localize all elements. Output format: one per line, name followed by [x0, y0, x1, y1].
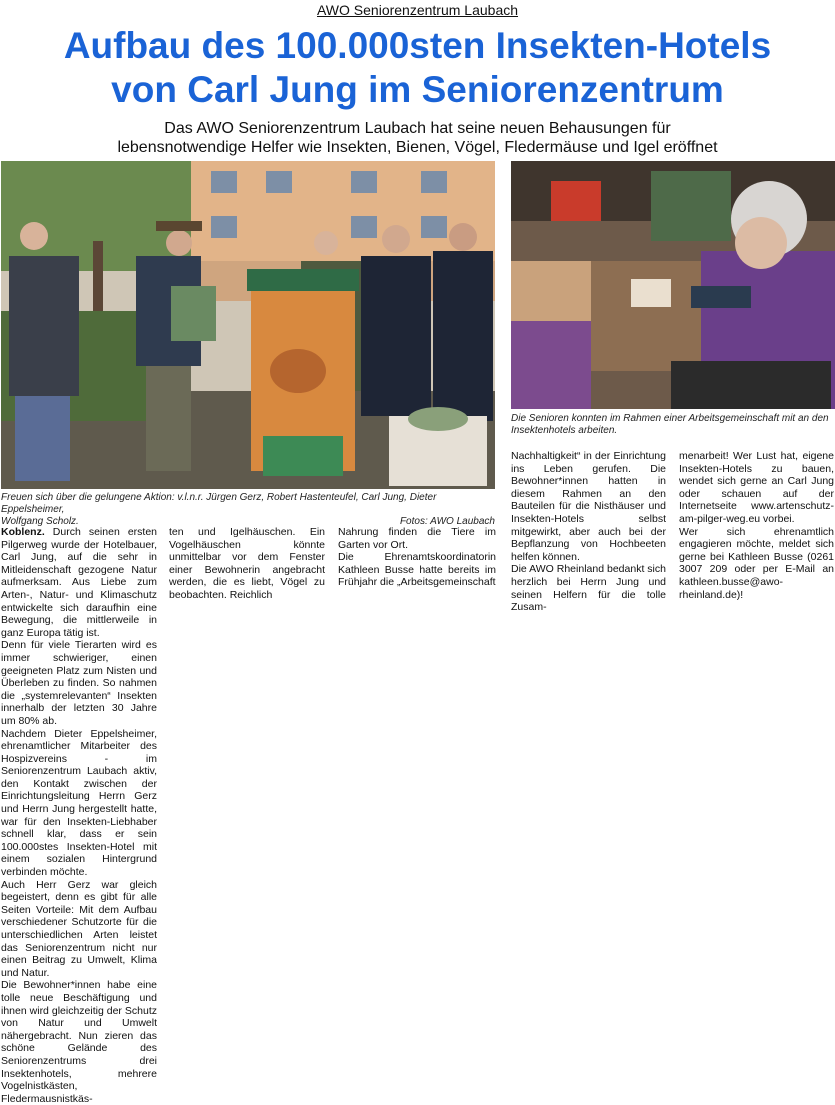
subheadline-line-2: lebensnotwendige Helfer wie Insekten, Bienen, Vögel, Fledermäuse und Igel eröffnet — [117, 139, 718, 156]
headline-line-2: von Carl Jung im Seniorenzentrum — [111, 69, 724, 110]
article-paragraph: Auch Herr Gerz war gleich begeistert, denn es gibt für alle Seiten Vorteile: Mit dem Aufbau verschiedener Schutzorte für die unterschiedlichen Arten leistet das Seniorenzentrum nicht nur einen Beitrag zu Umwelt, Klima und Natur. — [1, 878, 157, 979]
article-paragraph: Nahrung finden die Tiere im Garten vor Ort. — [338, 526, 496, 551]
article-paragraph: Die AWO Rheinland bedankt sich herzlich bei Herrn Jung und seinen Helfern für die tolle Zusam- — [511, 563, 666, 614]
group-photo-caption-line-1: Freuen sich über die gelungene Aktion: v.l.n.r. Jürgen Gerz, Robert Hastenteufel, Carl Jung, Dieter Eppelsheimer, — [1, 492, 437, 515]
article-paragraph: Wer sich ehrenamtlich engagieren möchte, meldet sich gerne bei Kathleen Busse (0261 3007 209 oder per E-Mail an kathleen.busse@awo-rheinland.de)! — [679, 525, 834, 601]
workshop-photo-caption-line-1: Die Senioren konnten im Rahmen einer Arbeitsgemeinschaft mit an den — [511, 413, 829, 424]
article-paragraph: Nachhaltigkeit“ in der Einrichtung ins Leben gerufen. Die Bewohner*innen hatten in diesem Rahmen an den Bauteilen für die Nisthäuser und Insekten-Hotels selbst mitgewirkt, aber auch bei der Bepflanzung von Hochbeeten helfen können. — [511, 450, 666, 563]
article-paragraph: Die Ehrenamtskoordinatorin Kathleen Busse hatte bereits im Frühjahr die „Arbeitsgemeinschaft — [338, 551, 496, 589]
article-paragraph: menarbeit! Wer Lust hat, eigene Insekten-Hotels zu bauen, wendet sich gerne an Carl Jung oder schauen auf der Internetseite www.artenschutz-am-pilger-weg.eu vorbei. — [679, 450, 834, 525]
photo-credit: Fotos: AWO Laubach — [399, 516, 495, 527]
article-column-4 — [511, 450, 666, 614]
group-photo-caption-line-2: Wolfgang Scholz. — [1, 516, 79, 527]
workshop-photo-caption-line-2: Insektenhotels arbeiten. — [511, 425, 618, 436]
workshop-photo — [511, 161, 835, 409]
article-paragraph — [1, 526, 157, 639]
subheadline — [40, 119, 795, 157]
subheadline-line-1: Das AWO Seniorenzentrum Laubach hat seine neuen Behausungen für — [164, 120, 671, 137]
dateline: Koblenz. — [1, 526, 45, 538]
article-paragraph: Denn für viele Tierarten wird es immer schwieriger, einen geeigneten Platz zum Nisten und Überleben zu finden. So nahmen die „systemrelevanten“ Insekten innerhalb der letzten 30 Jahre um 80% ab. — [1, 639, 157, 727]
group-photo-caption — [1, 492, 495, 528]
headline-line-1: Aufbau des 100.000sten Insekten-Hotels — [63, 25, 772, 66]
article-column-1 — [1, 526, 157, 1105]
article-paragraph: Die Bewohner*innen habe eine tolle neue Beschäftigung und ihnen wird gleichzeitig der Schutz von Natur und Umwelt nähergebracht. Nun zieren das schöne Gelände des Seniorenzentrums drei Insektenhotels, mehrere Vogelnistkästen, Fledermausnistkäs- — [1, 979, 157, 1105]
article-column-3 — [338, 526, 496, 589]
headline — [0, 24, 835, 112]
article-text: Durch seinen ersten Pilgerweg wurde der Hotelbauer, Carl Jung, auf die sehr in Mitleidenschaft gezogene Natur aufmerksam. Aus Liebe zum Arten-, Natur- und Klimaschutz entwickelte sich daraufhin eine Bewegung, die mittlerweile in ganz Europa tätig ist. — [1, 526, 158, 639]
article-paragraph: Nachdem Dieter Eppelsheimer, ehrenamtlicher Mitarbeiter des Hospizvereins - im Seniorenzentrum Laubach aktiv, den Kontakt zwischen der Einrichtungsleitung Herrn Gerz und Herrn Jung hergestellt hatte, war für den Insekten-Liebhaber schnell klar, dass er sein 100.000stes Insekten-Hotel mit einem sozialen Hintergrund verbinden möchte. — [1, 727, 157, 879]
group-photo — [1, 161, 495, 489]
article-paragraph: ten und Igelhäuschen. Ein Vogelhäuschen könnte unmittelbar vor dem Fenster einer Bewohnerin angebracht werden, die es liebt, Vögel zu beobachten. Reichlich — [169, 526, 325, 601]
article-column-5 — [679, 450, 834, 601]
article-column-2 — [169, 526, 325, 602]
section-kicker: AWO Seniorenzentrum Laubach — [316, 2, 519, 18]
workshop-photo-caption — [511, 413, 835, 437]
